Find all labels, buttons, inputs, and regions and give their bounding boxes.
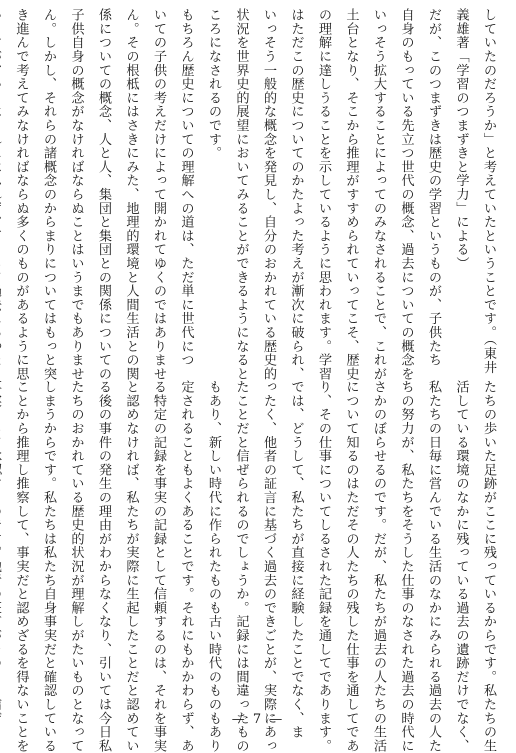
text-column: る特定の記録を事実の記録として信頼するのは、それを事実 — [151, 380, 166, 753]
text-column: ん。しかし、それらの諸概念のからまりについてはもっと突 — [41, 8, 56, 381]
text-column: していたのだろうか」と考えていたということです。（東井 — [481, 8, 496, 374]
bottom-text-block — [12, 380, 502, 753]
text-column: いっそう拡大することによってのみなされることで、これが — [371, 8, 386, 381]
text-column — [0, 380, 7, 682]
text-column: ったく、他者の証言に基づく過去のできごとが、実際にあっ — [261, 380, 276, 753]
text-column: り、その仕事についてしるされた記録を通してであります。 — [316, 380, 331, 753]
text-column — [0, 8, 7, 353]
text-column: ころになされるのです。 — [206, 8, 221, 160]
text-column: さかのぼらせるのです。だが、私たちが過去の人たちの生活 — [371, 380, 386, 753]
page-number: — 7 — — [231, 712, 285, 727]
text-column: る後の事件の発生の理由がわからなくなり、引いては今日私 — [96, 380, 111, 753]
text-column: たことだと信ぜられるのでしょうか。記録には間違ったもの — [233, 380, 249, 753]
text-column: ことから推理し推察して、事実だと認めざるを得ないことを — [13, 380, 29, 753]
text-column: 義雄著「学習のつまずきと学力」による） — [453, 8, 469, 271]
text-column: ちの努力が、私たちをそうした仕事のなされた過去の時代に — [398, 380, 414, 753]
text-column: の理解に達しうることを示しているように思われます。学習 — [316, 8, 331, 381]
top-text-block — [12, 8, 502, 381]
text-column: では、どうして、私たちが直接に経験したことでなく、ま — [288, 380, 304, 739]
text-column: 活している環境のなかに残っている過去の遺跡だけでなく、 — [453, 380, 469, 753]
text-column: ん。その根柢にはさきにみた、地理的環境と人間生活との関 — [123, 8, 139, 381]
text-column: たちのおかれている歴史的状況が理解しがたいものとなって — [68, 380, 84, 753]
text-column: き進んで考えてみなければならぬ多くのものがあるように思 — [13, 8, 29, 381]
text-column: だが、このつまずきは歴史の学習というものが、子供たち — [426, 8, 441, 367]
text-column: 状況を世界史的展望においてみることができるようになると — [233, 8, 249, 381]
text-column: 定されることもよくあることです。それにもかかわらず、あ — [178, 380, 194, 753]
text-column: はただこの歴史についてのかたよった考えが漸次に破られ、 — [288, 8, 304, 381]
text-column: もあり、新しい時代に作られたものも古い時代のものもあり — [206, 380, 221, 753]
text-column: 私たちの日毎に営んでいる生活のなかにみられる過去の人た — [426, 380, 441, 753]
text-column: 子供自身の概念がなければならぬことはいうまでもありませ — [68, 8, 84, 381]
text-column: もちろん歴史についての理解への道は、ただ単に世代につ — [178, 8, 194, 367]
text-column: いっそう一般的な概念を発見し、自分のおかれている歴史的 — [261, 8, 276, 381]
text-column: 自身のもっている先立つ世代の概念、過去についての概念を — [398, 8, 414, 381]
text-column: について知るのはただその人たちの残した仕事を通してであ — [343, 380, 359, 753]
text-column: と認めなければ、私たちが実際に生起したことだと認めてい — [123, 380, 139, 753]
text-column: 係についての概念、人と人、集団と集団との関係についての — [96, 8, 111, 381]
text-column: いての子供の考えだけによって開かれてゆくのではありませ — [151, 8, 166, 381]
text-column: たちの歩いた足跡がここに残っているからです。私たちの生 — [481, 380, 496, 753]
text-column: しまうからです。私たちは私たち自身事実だと確認している — [41, 380, 56, 753]
text-column: 土台となり、そこから推理がすすめられていってこそ、歴史 — [343, 8, 359, 381]
